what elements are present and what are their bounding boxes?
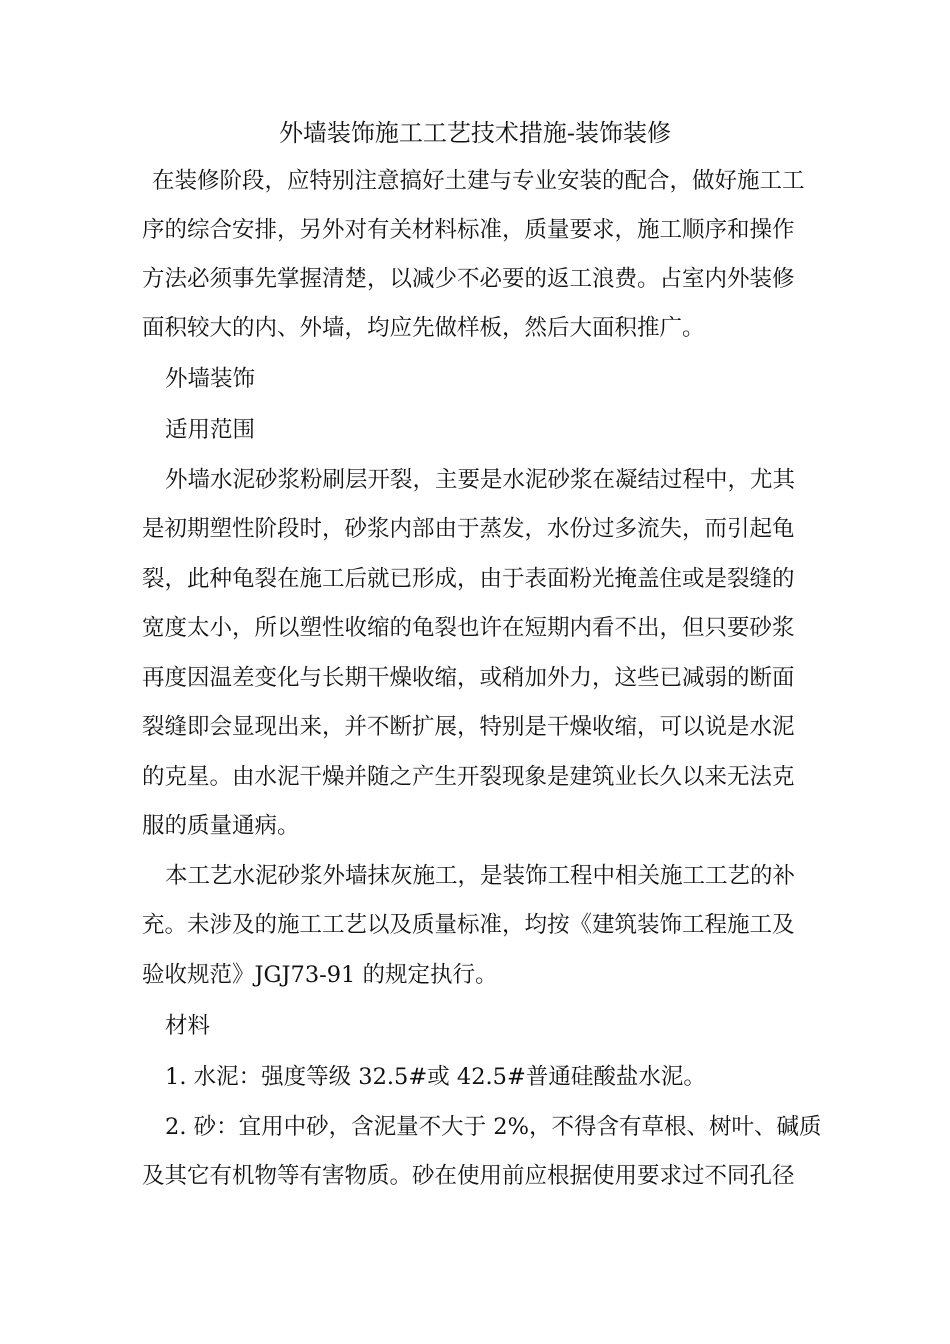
section-heading: 外墙装饰: [165, 366, 256, 392]
paragraph-line: 外墙水泥砂浆粉刷层开裂，主要是水泥砂浆在凝结过程中，尤其: [165, 467, 796, 493]
paragraph-line: 是初期塑性阶段时，砂浆内部由于蒸发，水份过多流失，而引起龟: [142, 516, 795, 542]
paragraph-line: 宽度太小，所以塑性收缩的龟裂也许在短期内看不出，但只要砂浆: [142, 615, 795, 641]
paragraph-line: 的克星。由水泥干燥并随之产生开裂现象是建筑业长久以来无法克: [142, 764, 795, 790]
paragraph-line: 面积较大的内、外墙，均应先做样板，然后大面积推广。: [142, 315, 705, 341]
paragraph-line: 裂，此种龟裂在施工后就已形成，由于表面粉光掩盖住或是裂缝的: [142, 566, 795, 592]
list-item: 2. 砂：宜用中砂，含泥量不大于 2%，不得含有草根、树叶、碱质: [165, 1114, 822, 1140]
list-item: 1. 水泥：强度等级 32.5#或 42.5#普通硅酸盐水泥。: [165, 1064, 706, 1090]
paragraph-line: 及其它有机物等有害物质。砂在使用前应根据使用要求过不同孔径: [142, 1163, 795, 1189]
paragraph-line: 裂缝即会显现出来，并不断扩展，特别是干燥收缩，可以说是水泥: [142, 714, 795, 740]
paragraph-line: 序的综合安排，另外对有关材料标准，质量要求，施工顺序和操作: [142, 217, 795, 243]
section-heading: 材料: [165, 1013, 211, 1039]
document-title: 外墙装饰施工工艺技术措施-装饰装修: [278, 119, 672, 147]
section-heading: 适用范围: [165, 417, 256, 443]
paragraph-line: 方法必须事先掌握清楚，以减少不必要的返工浪费。占室内外装修: [142, 266, 795, 292]
paragraph-line: 本工艺水泥砂浆外墙抹灰施工，是装饰工程中相关施工工艺的补: [165, 863, 796, 889]
paragraph-line: 在装修阶段，应特别注意搞好土建与专业安装的配合，做好施工工: [152, 168, 805, 194]
paragraph-line: 充。未涉及的施工工艺以及质量标准，均按《建筑装饰工程施工及: [142, 912, 795, 938]
paragraph-line: 再度因温差变化与长期干燥收缩，或稍加外力，这些已减弱的断面: [142, 665, 795, 691]
paragraph-line: 服的质量通病。: [142, 813, 300, 839]
paragraph-line: 验收规范》JGJ73-91 的规定执行。: [142, 962, 498, 988]
